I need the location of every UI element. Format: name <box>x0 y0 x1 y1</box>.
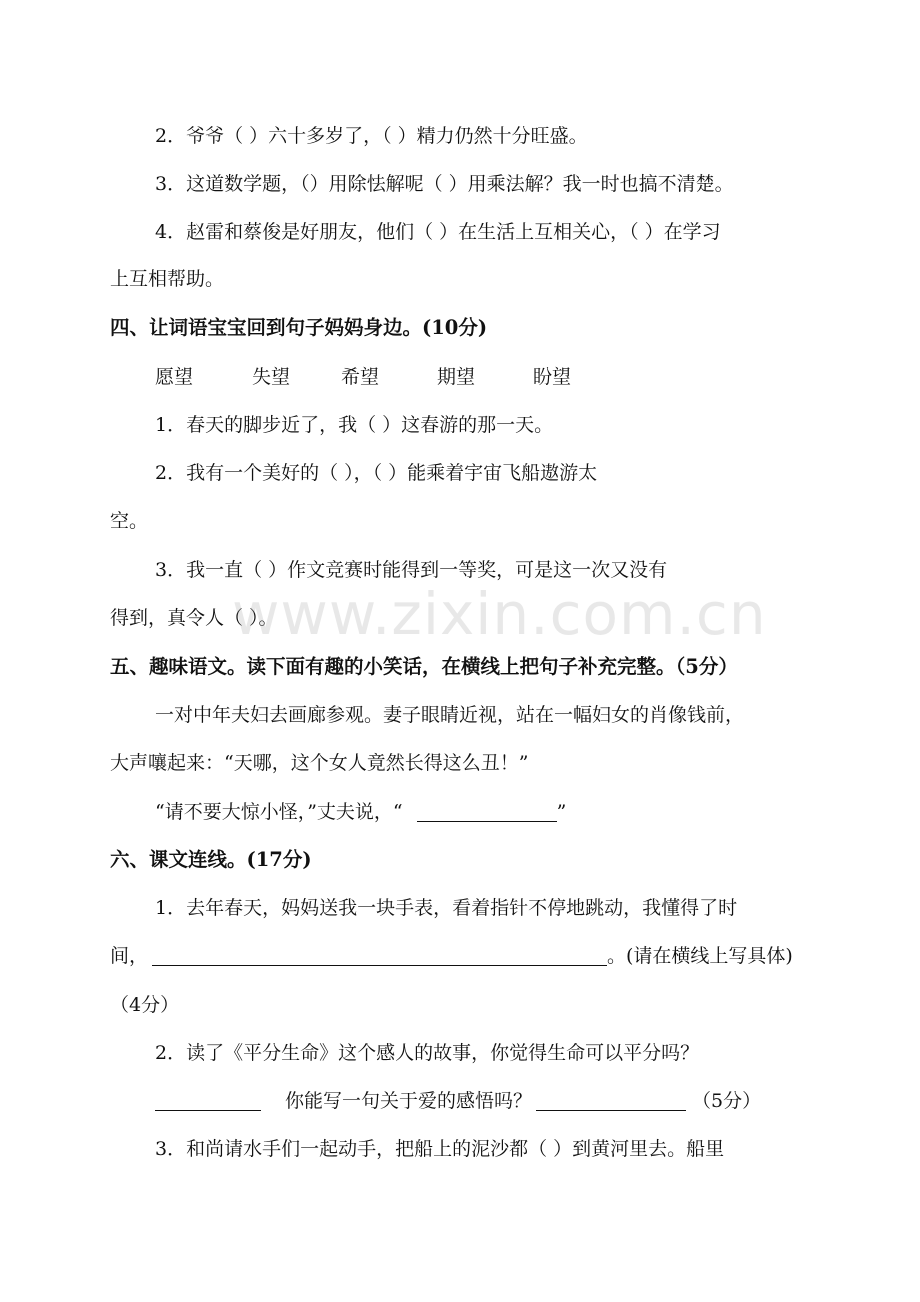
s6-question-2-line-1: 2．读了《平分生命》这个感人的故事，你觉得生命可以平分吗？ <box>155 1042 700 1064</box>
s4-question-2-line-2: 空。 <box>110 510 149 532</box>
s6-question-1-line-1: 1．去年春天，妈妈送我一块手表，看着指针不停地跳动，我懂得了时 <box>155 897 738 919</box>
word-bank-item: 失望 <box>252 366 291 388</box>
answer-blank[interactable] <box>536 1090 686 1111</box>
s4-question-2-line-1: 2．我有一个美好的（ ），（ ）能乘着宇宙飞船遨游太 <box>155 462 598 484</box>
word-bank-item: 愿望 <box>155 366 194 388</box>
s5-quote-start: “请不要大惊小怪，”丈夫说，“ <box>155 801 403 823</box>
section-4-heading: 四、让词语宝宝回到句子妈妈身边。(10分) <box>110 316 488 339</box>
word-bank-item: 期望 <box>437 366 476 388</box>
s3-question-4-line-1: 4．赵雷和蔡俊是好朋友，他们（ ）在生活上互相关心，（ ）在学习 <box>155 221 721 243</box>
s4-question-3-line-1: 3．我一直（ ）作文竞赛时能得到一等奖，可是这一次又没有 <box>155 559 668 581</box>
s5-paragraph-2 <box>155 797 920 827</box>
word-bank-item: 希望 <box>341 366 380 388</box>
s3-question-4-line-2: 上互相帮助。 <box>110 268 225 290</box>
s5-quote-end: ” <box>556 801 567 823</box>
s4-question-3-line-2: 得到，真令人（ ）。 <box>110 607 278 629</box>
s3-question-2: 2．爷爷（ ）六十多岁了，（ ）精力仍然十分旺盛。 <box>155 125 588 147</box>
s6-question-2-line-2 <box>155 1086 920 1116</box>
answer-blank[interactable] <box>417 801 557 822</box>
watermark: www.zixin.com.cn <box>232 580 767 648</box>
s6-question-1-line-2 <box>110 941 920 971</box>
s3-question-3: 3．这道数学题，（）用除怯解呢（ ）用乘法解？我一时也搞不清楚。 <box>155 173 734 195</box>
s5-paragraph-line-2: 大声嚷起来：“天哪，这个女人竟然长得这么丑！” <box>110 752 529 774</box>
word-bank <box>155 362 920 392</box>
s6-q2-points: （5分） <box>692 1090 762 1112</box>
s6-question-3-line-1: 3．和尚请水手们一起动手，把船上的泥沙都（ ）到黄河里去。船里 <box>155 1138 725 1160</box>
section-6-heading: 六、课文连线。(17分) <box>110 848 312 871</box>
s6-q1-lead: 间， <box>110 945 149 967</box>
answer-blank[interactable] <box>152 945 607 966</box>
word-bank-item: 盼望 <box>533 366 572 388</box>
s6-q2-prompt: 你能写一句关于爱的感悟吗？ <box>285 1090 533 1112</box>
s4-question-1: 1．春天的脚步近了，我（ ）这春游的那一天。 <box>155 414 554 436</box>
s5-paragraph-line-1: 一对中年夫妇去画廊参观。妻子眼睛近视，站在一幅妇女的肖像钱前， <box>155 704 745 726</box>
section-5-heading: 五、趣味语文。读下面有趣的小笑话，在横线上把句子补充完整。（5分） <box>110 655 738 678</box>
s6-q1-instruction: 。(请在横线上写具体) <box>607 945 793 967</box>
s6-question-1-points: （4分） <box>110 994 180 1016</box>
answer-blank[interactable] <box>155 1090 261 1111</box>
